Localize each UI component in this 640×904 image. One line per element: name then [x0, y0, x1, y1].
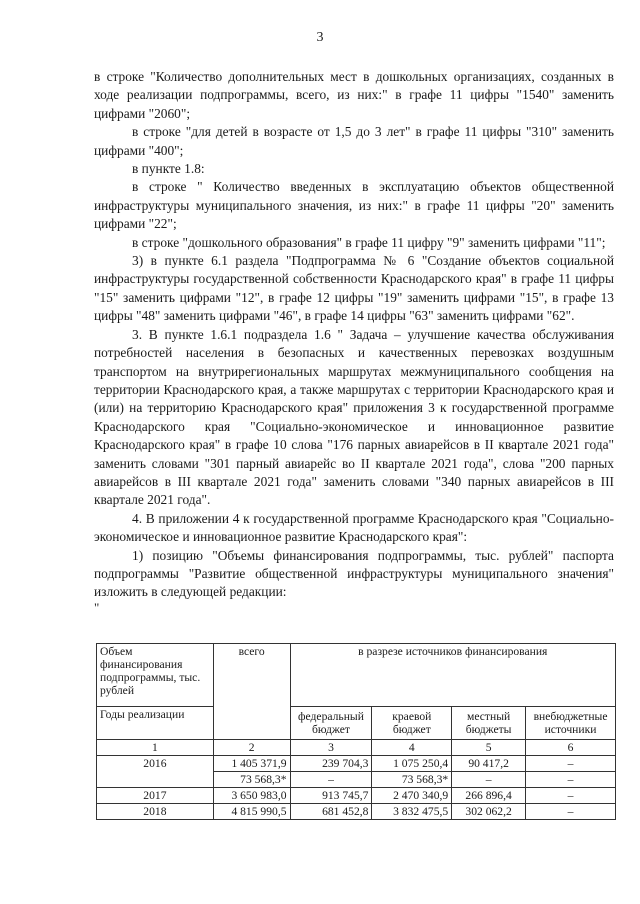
financing-table	[96, 643, 616, 820]
table-row	[97, 756, 616, 772]
paragraph: в строке "Количество дополнительных мест в дошкольных организациях, созданных в ходе реализации подпрограммы, всего, из них:" в графе 11 цифры "1540" заменить цифрами "2060";	[94, 69, 614, 121]
column-numbers-row	[97, 740, 616, 756]
header-volume: Объем финансирования подпрограммы, тыс. рублей	[97, 644, 214, 707]
header-extra: внебюджетные источники	[526, 707, 616, 740]
extra-cell: –	[526, 804, 616, 820]
paragraph: 3) в пункте 6.1 раздела "Подпрограмма № 6 "Создание объектов социальной инфраструктуры государственной собственности Краснодарского края" в графе 11 цифры "15" заменить цифрами "12", в графе 12 цифры "19" заменить цифрами "15", в графе 13 цифры "48" заменить цифрами "46", в графе 14 цифры "63" заменить цифрами "62".	[94, 253, 614, 324]
total-cell: 73 568,3*	[213, 772, 290, 788]
extra-cell: –	[526, 772, 616, 788]
paragraph: 1) позицию "Объемы финансирования подпрограммы, тыс. рублей" паспорта подпрограммы "Развитие общественной инфраструктуры муниципального значения" изложить в следующей редакции:	[94, 547, 614, 600]
column-number: 5	[452, 740, 526, 756]
header-years: Годы реализации	[97, 707, 214, 740]
paragraph: в строке " Количество введенных в эксплуатацию объектов общественной инфраструктуры муниципального значения, из них:" в графе 11 цифры "20" заменить цифрами "22";	[94, 179, 614, 232]
paragraph: 4. В приложении 4 к государственной программе Краснодарского края "Социально-экономическое и инновационное развитие Краснодарского края":	[94, 510, 614, 545]
year-cell: 2018	[97, 804, 214, 820]
federal-cell: –	[290, 772, 372, 788]
local-cell: 90 417,2	[452, 756, 526, 772]
opening-quote: "	[94, 599, 100, 615]
paragraph: в строке "дошкольного образования" в графе 11 цифру "9" заменить цифрами "11";	[132, 234, 606, 250]
table-row	[97, 804, 616, 820]
year-cell: 2017	[97, 788, 214, 804]
table-row	[97, 788, 616, 804]
regional-cell: 73 568,3*	[372, 772, 452, 788]
header-regional: краевой бюджет	[372, 707, 452, 740]
header-local: местный бюджеты	[452, 707, 526, 740]
extra-cell: –	[526, 756, 616, 772]
column-number: 2	[213, 740, 290, 756]
header-sources: в разрезе источников финансирования	[290, 644, 615, 707]
local-cell: 266 896,4	[452, 788, 526, 804]
paragraph: 3. В пункте 1.6.1 подраздела 1.6 " Задача – улучшение качества обслуживания потребностей населения в безопасных и качественных перевозках воздушным транспортом на внутрирегиональных маршрутах межмуниципального сообщения на территории Краснодарского края, а также маршрутах с территории Краснодарского края и (или) на территорию Краснодарского края" приложения 3 к государственной программе Краснодарского края "Социально-экономическое и инновационное развитие Краснодарского края" в графе 10 слова "176 парных авиарейсов в II квартале 2021 года" заменить словами "301 парный авиарейс во II квартале 2021 года", слова "200 парных авиарейсов в III квартале 2021 года" заменить словами "340 парных авиарейсов в III квартале 2021 года".	[94, 326, 614, 508]
paragraph: в строке "для детей в возрасте от 1,5 до 3 лет" в графе 11 цифры "310" заменить цифрами "400";	[94, 124, 614, 158]
regional-cell: 1 075 250,4	[372, 756, 452, 772]
local-cell: 302 062,2	[452, 804, 526, 820]
federal-cell: 681 452,8	[290, 804, 372, 820]
paragraph: в пункте 1.8:	[132, 161, 205, 177]
year-cell: 2016	[97, 756, 214, 788]
column-number: 3	[290, 740, 372, 756]
regional-cell: 2 470 340,9	[372, 788, 452, 804]
local-cell: –	[452, 772, 526, 788]
page-number: 3	[316, 30, 324, 45]
total-cell: 3 650 983,0	[213, 788, 290, 804]
column-number: 4	[372, 740, 452, 756]
header-federal: федеральный бюджет	[290, 707, 372, 740]
column-number: 1	[97, 740, 214, 756]
total-cell: 4 815 990,5	[213, 804, 290, 820]
federal-cell: 239 704,3	[290, 756, 372, 772]
total-cell: 1 405 371,9	[213, 756, 290, 772]
regional-cell: 3 832 475,5	[372, 804, 452, 820]
column-number: 6	[526, 740, 616, 756]
header-total: всего	[213, 644, 290, 740]
federal-cell: 913 745,7	[290, 788, 372, 804]
document-body	[94, 68, 614, 614]
extra-cell: –	[526, 788, 616, 804]
